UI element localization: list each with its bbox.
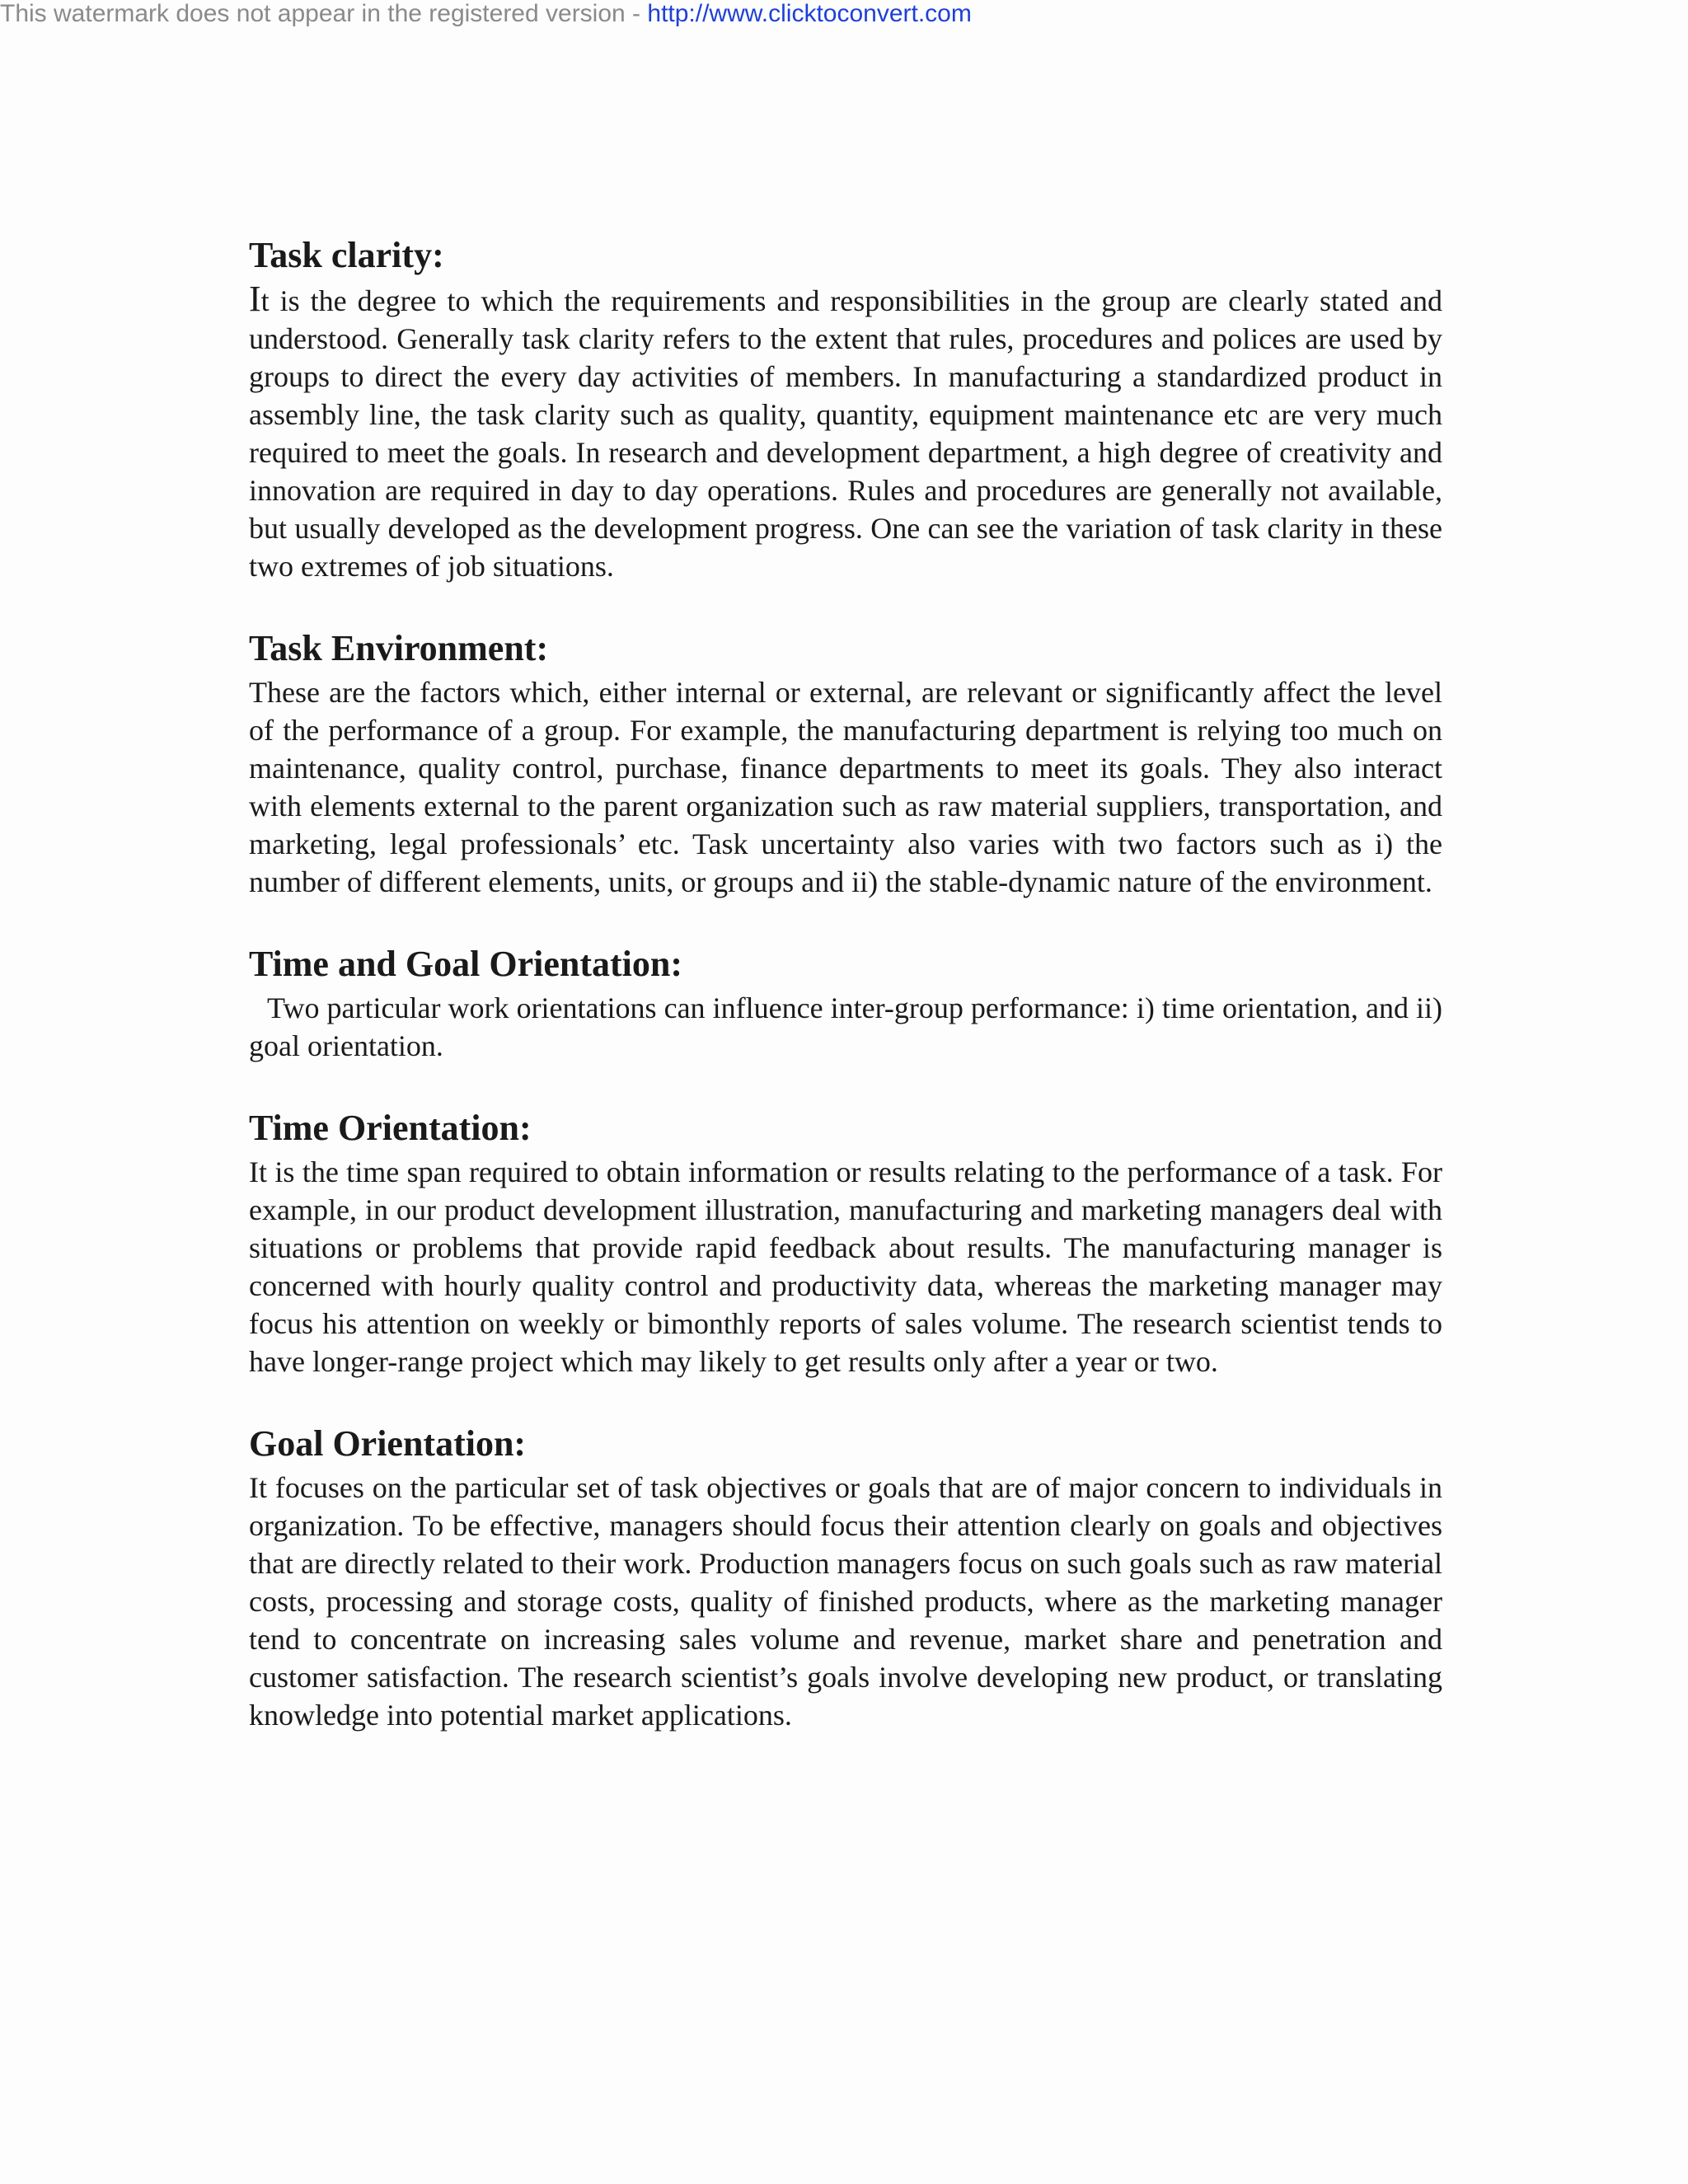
drop-cap-letter: I xyxy=(249,279,261,319)
section-task-environment xyxy=(249,624,1442,901)
watermark xyxy=(0,0,972,28)
section-task-clarity xyxy=(249,231,1442,585)
paragraph-task-clarity xyxy=(249,280,1442,585)
heading-task-clarity: Task clarity: xyxy=(249,235,444,275)
paragraph-goal-orientation: It focuses on the particular set of task objectives or goals that are of major concern to individuals in organization. To be effective, managers should focus their attention clearly on goals and objectives that are directly related to their work. Production managers focus on such goals such as raw material costs, processing and storage costs, quality of finished products, where as the marketing manager tend to concentrate on increasing sales volume and revenue, market share and penetration and customer satisfaction. The research scientist’s goals involve developing new product, or translating knowledge into potential market applications. xyxy=(249,1471,1442,1732)
watermark-text: This watermark does not appear in the registered version - xyxy=(0,0,648,27)
section-goal-orientation xyxy=(249,1419,1442,1734)
paragraph-time-orientation: It is the time span required to obtain information or results relating to the performance of a task. For example, in our product development illustration, manufacturing and marketing managers deal with situations or problems that provide rapid feedback about results. The manufacturing manager is concerned with hourly quality control and productivity data, whereas the marketing manager may focus his attention on weekly or bimonthly reports of sales volume. The research scientist tends to have longer-range project which may likely to get results only after a year or two. xyxy=(249,1155,1442,1378)
watermark-link[interactable]: http://www.clicktoconvert.com xyxy=(647,0,972,27)
section-time-orientation xyxy=(249,1104,1442,1380)
document-body xyxy=(249,231,1442,1773)
heading-time-and-goal-orientation: Time and Goal Orientation: xyxy=(249,944,682,984)
section-time-and-goal-orientation xyxy=(249,940,1442,1065)
paragraph-text: t is the degree to which the requirements and responsibilities in the group are clearly stated and understood. Generally task clarity refers to the extent that rules, procedures and polices are used by groups to direct the every day activities of members. In manufacturing a standardized product in assembly line, the task clarity such as quality, quantity, equipment maintenance etc are very much required to meet the goals. In research and development department, a high degree of creativity and innovation are required in day to day operations. Rules and procedures are generally not available, but usually developed as the development progress. One can see the variation of task clarity in these two extremes of job situations. xyxy=(249,284,1442,583)
heading-task-environment: Task Environment: xyxy=(249,628,549,668)
heading-time-orientation: Time Orientation: xyxy=(249,1108,532,1148)
paragraph-time-and-goal-orientation: Two particular work orientations can influence inter-group performance: i) time orientation, and ii) goal orientation. xyxy=(249,991,1442,1062)
paragraph-task-environment: These are the factors which, either internal or external, are relevant or significantly affect the level of the performance of a group. For example, the manufacturing department is relying too much on maintenance, quality control, purchase, finance departments to meet its goals. They also interact with elements external to the parent organization such as raw material suppliers, transportation, and marketing, legal professionals’ etc. Task uncertainty also varies with two factors such as i) the number of different elements, units, or groups and ii) the stable-dynamic nature of the environment. xyxy=(249,676,1442,898)
heading-goal-orientation: Goal Orientation: xyxy=(249,1423,527,1464)
